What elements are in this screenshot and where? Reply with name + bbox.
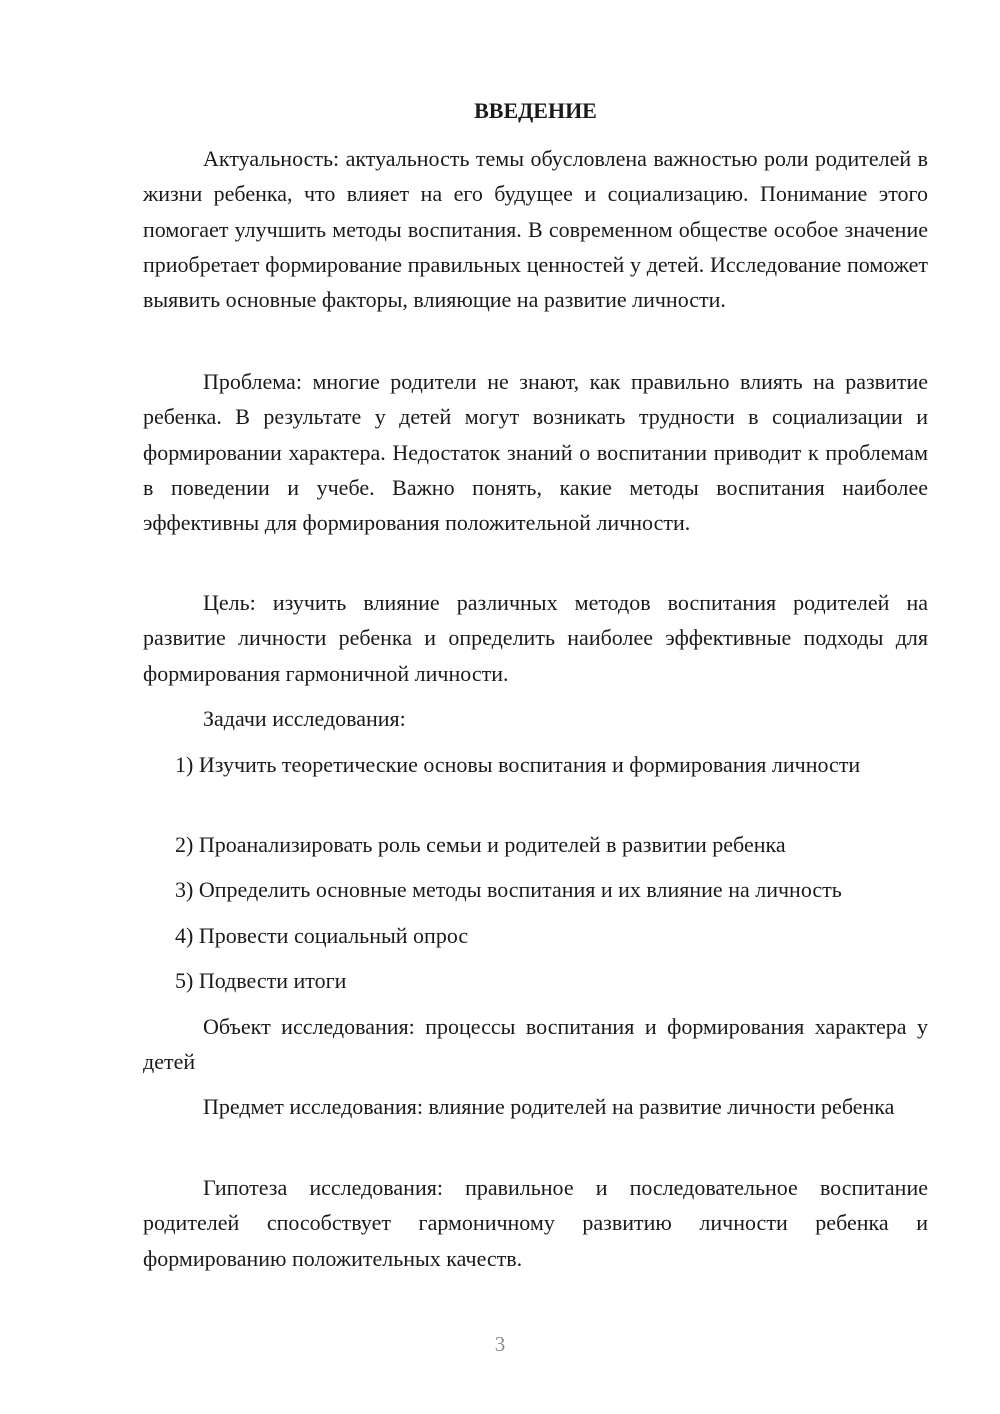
task-item-5: 5) Подвести итоги [175,968,347,993]
page-number: 3 [494,1332,506,1356]
task-item-2: 2) Проанализировать роль семьи и родителей в развитии ребенка [175,832,786,857]
task-item-3: 3) Определить основные методы воспитания и их влияние на личность [175,877,842,902]
relevance-paragraph: Актуальность: актуальность темы обусловлена важностью роли родителей в жизни ребенка, что влияет на его будущее и социализацию. Понимание этого помогает улучшить методы воспитания. В современном обществе особое значение приобретает формирование правильных ценностей у детей. Исследование поможет выявить основные факторы, влияющие на развитие личности. [143,146,928,313]
object-paragraph: Объект исследования: процессы воспитания и формирования характера у детей [143,1014,928,1075]
page-title: ВВЕДЕНИЕ [474,98,597,123]
task-item-1: 1) Изучить теоретические основы воспитания и формирования личности [175,752,861,777]
task-item-4: 4) Провести социальный опрос [175,923,469,948]
problem-paragraph: Проблема: многие родители не знают, как правильно влиять на развитие ребенка. В результате у детей могут возникать трудности в социализации и формировании характера. Недостаток знаний о воспитании приводит к проблемам в поведении и учебе. Важно понять, какие методы воспитания наиболее эффективны для формирования положительной личности. [143,369,928,536]
hypothesis-paragraph: Гипотеза исследования: правильное и последовательное воспитание родителей способствует гармоничному развитию личности ребенка и формированию положительных качеств. [143,1175,928,1271]
tasks-heading: Задачи исследования: [203,706,406,731]
subject-paragraph: Предмет исследования: влияние родителей на развитие личности ребенка [203,1094,895,1119]
goal-paragraph: Цель: изучить влияние различных методов воспитания родителей на развитие личности ребенка и определить наиболее эффективные подходы для формирования гармоничной личности. [143,590,928,686]
